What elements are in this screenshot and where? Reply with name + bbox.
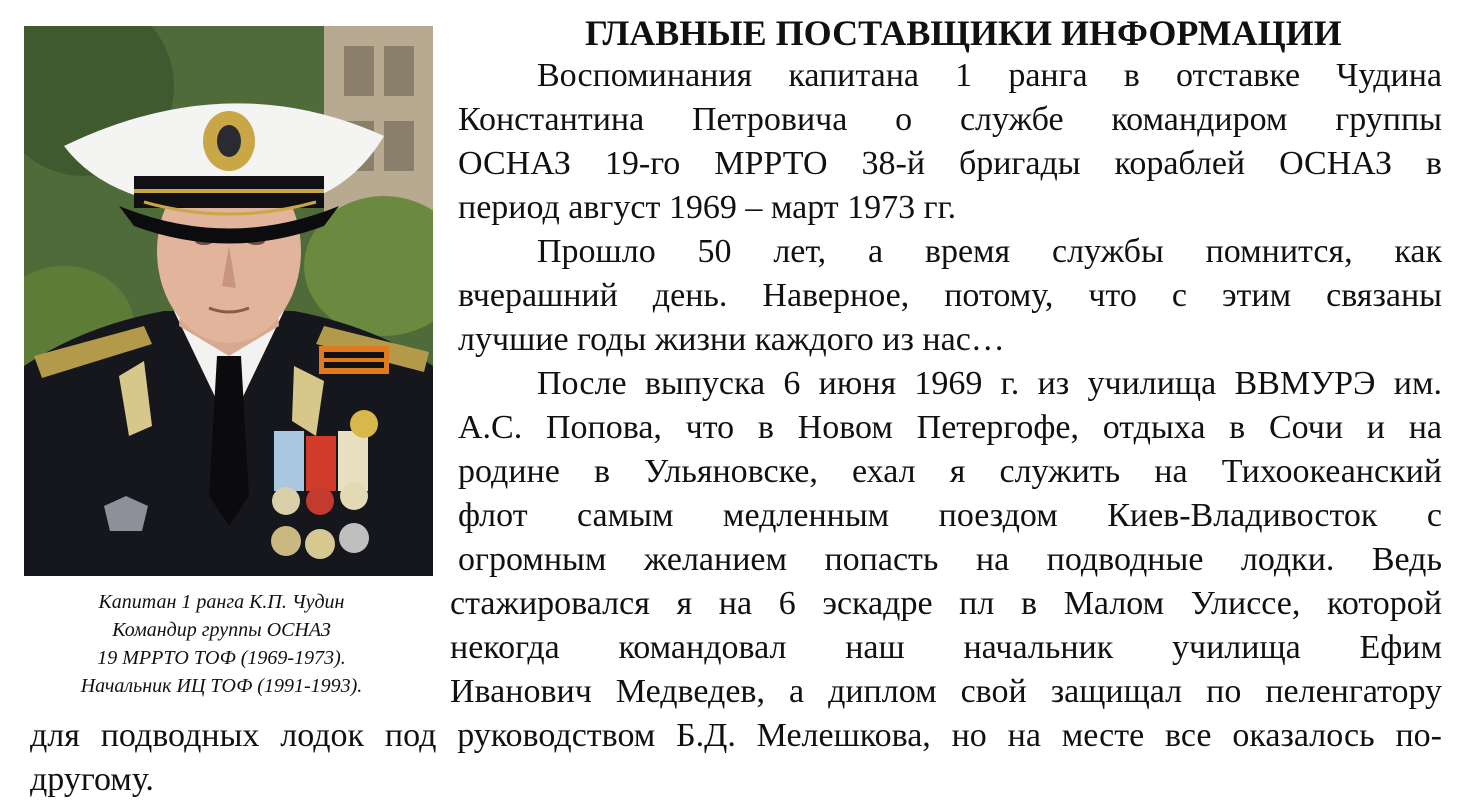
text-line: Иванович Медведев, а диплом свой защищал по пеленгатору bbox=[450, 673, 1442, 710]
portrait-photo bbox=[24, 26, 433, 576]
text-line: Константина Петровича о службе командиром группы bbox=[458, 101, 1442, 138]
text-line: После выпуска 6 июня 1969 г. из училища ВВМУРЭ им. bbox=[537, 365, 1442, 402]
text-line: некогда командовал наш начальник училища Ефим bbox=[450, 629, 1442, 666]
caption-line: Начальник ИЦ ТОФ (1991-1993). bbox=[80, 675, 363, 697]
text-line: лучшие годы жизни каждого из нас… bbox=[458, 321, 1005, 358]
text-line: период август 1969 – март 1973 гг. bbox=[458, 189, 957, 226]
text-line: огромным желанием попасть на подводные лодки. Ведь bbox=[458, 541, 1442, 578]
page-title: ГЛАВНЫЕ ПОСТАВЩИКИ ИНФОРМАЦИИ bbox=[585, 13, 1342, 53]
caption-line: Командир группы ОСНАЗ bbox=[112, 619, 331, 641]
text-line: Воспоминания капитана 1 ранга в отставке Чудина bbox=[537, 57, 1442, 94]
caption-line: Капитан 1 ранга К.П. Чудин bbox=[98, 591, 345, 613]
text-line: для подводных лодок под руководством Б.Д. Мелешкова, но на месте все оказалось по- bbox=[30, 717, 1442, 754]
text-line: Прошло 50 лет, а время службы помнится, как bbox=[537, 233, 1442, 270]
text-line: родине в Ульяновске, ехал я служить на Тихоокеанский bbox=[458, 453, 1442, 490]
text-line: А.С. Попова, что в Новом Петергофе, отдыха в Сочи и на bbox=[458, 409, 1442, 446]
text-line: другому. bbox=[30, 761, 154, 798]
text-line: стажировался я на 6 эскадре пл в Малом Улиссе, которой bbox=[450, 585, 1442, 622]
photo-caption bbox=[24, 588, 419, 700]
text-line: ОСНАЗ 19-го МРРТО 38-й бригады кораблей ОСНАЗ в bbox=[458, 145, 1442, 182]
caption-line: 19 МРРТО ТОФ (1969-1973). bbox=[97, 647, 346, 669]
text-line: вчерашний день. Наверное, потому, что с этим связаны bbox=[458, 277, 1442, 314]
text-line: флот самым медленным поездом Киев-Владивосток с bbox=[458, 497, 1442, 534]
